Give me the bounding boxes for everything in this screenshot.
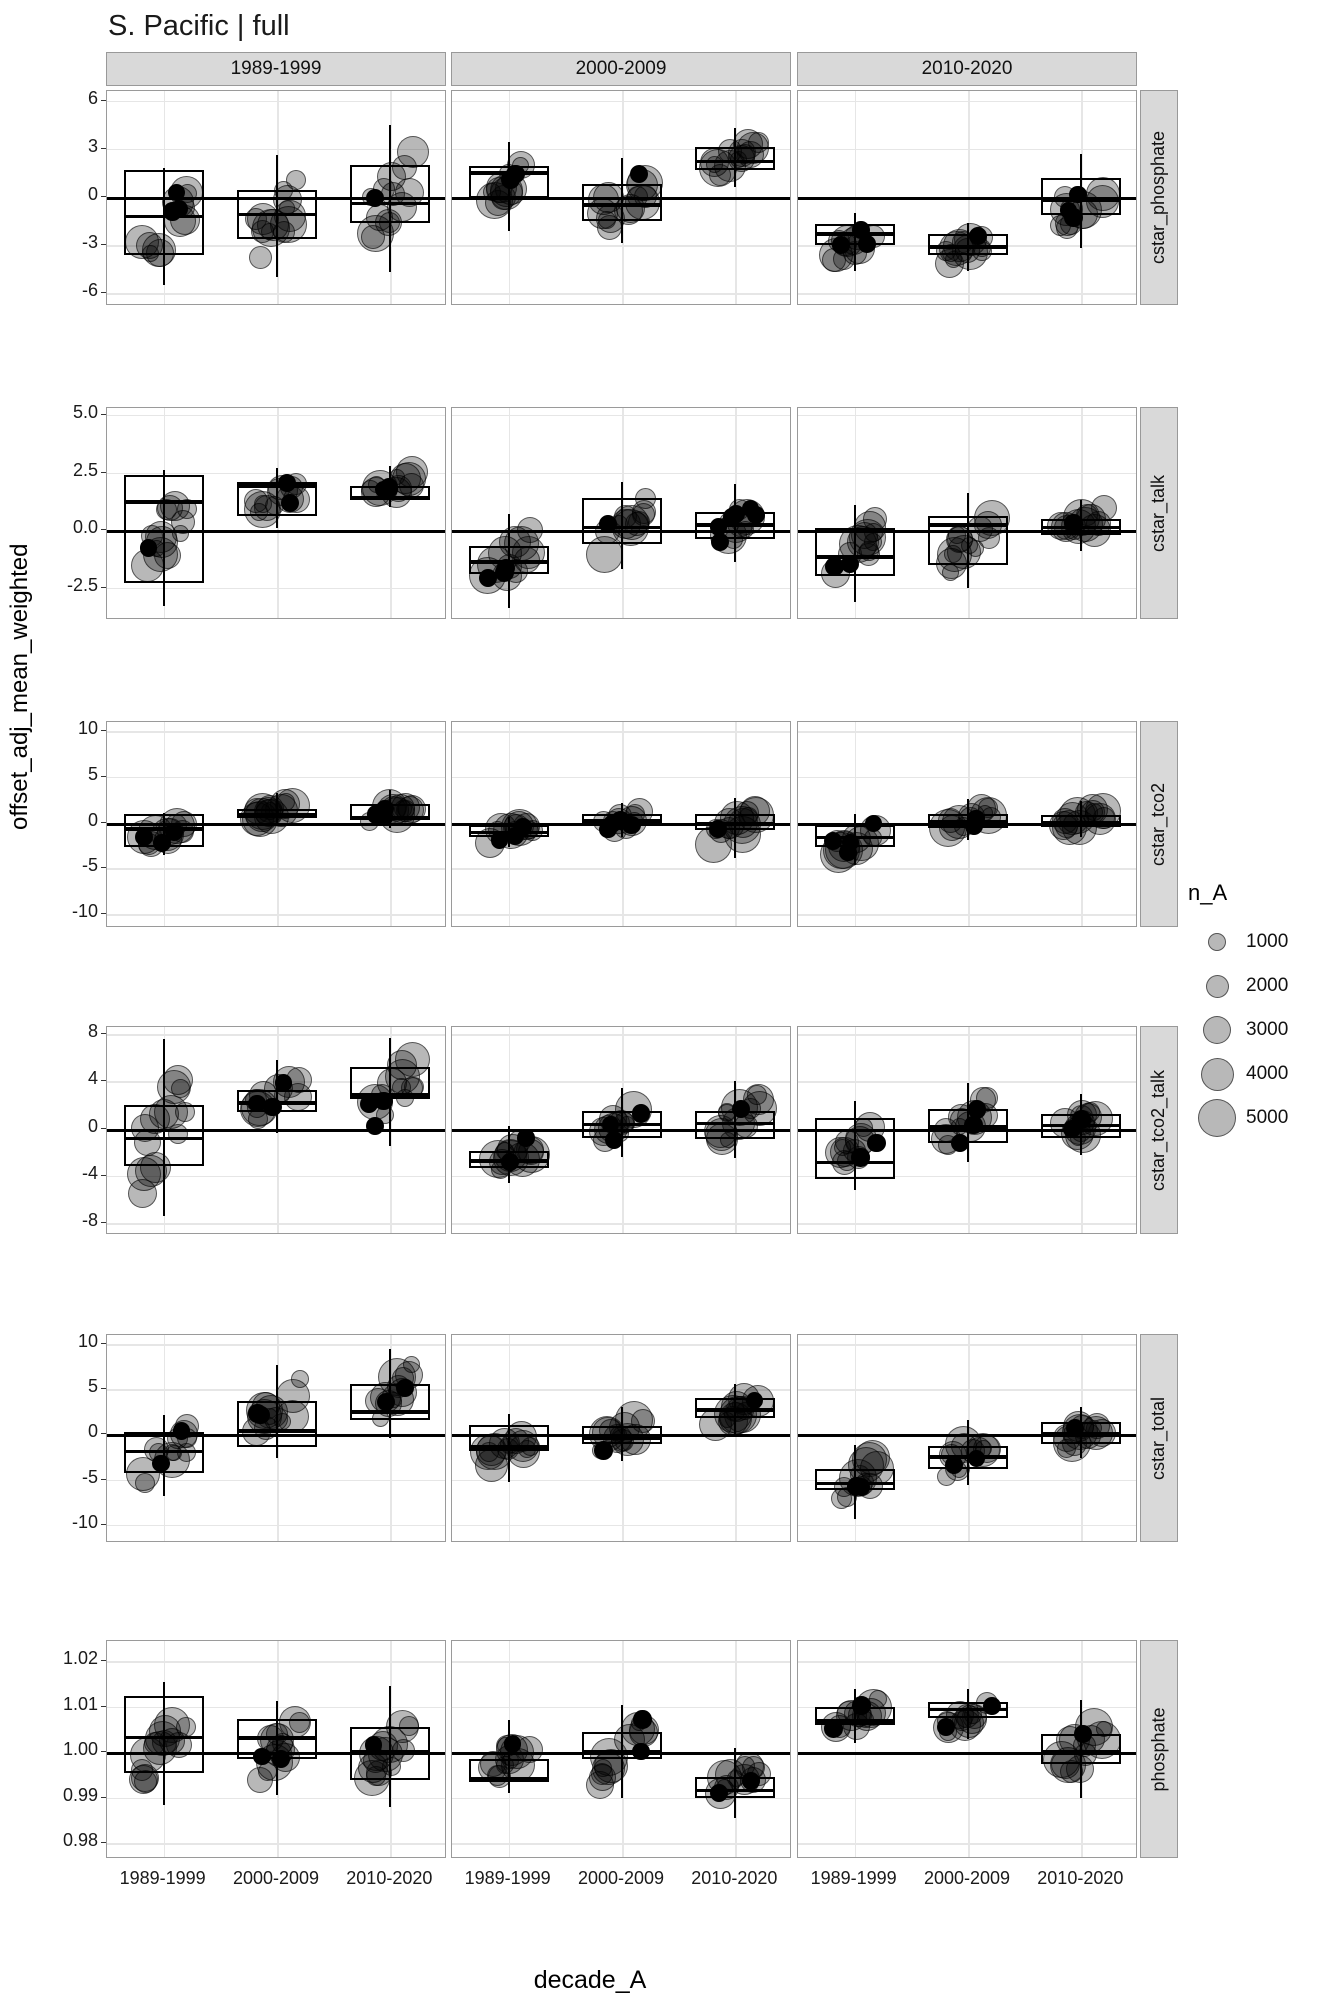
- grid-line: [798, 914, 1136, 916]
- data-point: [376, 1106, 394, 1124]
- grid-line: [107, 731, 445, 733]
- grid-line: [798, 777, 1136, 779]
- data-point: [247, 1767, 273, 1793]
- median-line: [695, 523, 775, 527]
- legend-label: 4000: [1246, 1063, 1289, 1084]
- legend-size-key: [1188, 975, 1246, 998]
- box: [695, 147, 775, 169]
- y-tick-label: 3: [87, 135, 98, 156]
- median-line: [815, 1719, 895, 1723]
- box: [124, 1105, 204, 1166]
- x-tick-label: 2010-2020: [1037, 1868, 1124, 1888]
- x-tick-label: 2010-2020: [691, 1868, 778, 1888]
- legend-size-key: [1188, 1099, 1246, 1137]
- x-tick-label: 1989-1999: [119, 1868, 206, 1888]
- grid-line: [107, 1843, 445, 1845]
- legend-item: [1188, 1052, 1338, 1096]
- median-line: [815, 1161, 895, 1165]
- grid-line: [107, 1223, 445, 1225]
- legend-item: [1188, 920, 1338, 964]
- median-line: [237, 813, 317, 817]
- median-line: [815, 232, 895, 236]
- median-line: [469, 1159, 549, 1163]
- grid-line: [452, 1798, 790, 1800]
- facet-col-header: 2010-2020: [797, 52, 1137, 86]
- grid-line: [107, 588, 445, 590]
- grid-line: [798, 1344, 1136, 1346]
- median-line: [1041, 199, 1121, 203]
- box: [124, 1696, 204, 1772]
- facet-panel: [106, 1640, 446, 1858]
- median-line: [350, 1410, 430, 1414]
- facet-row-header: [1140, 1026, 1178, 1234]
- grid-line: [798, 293, 1136, 295]
- grid-line: [107, 1344, 445, 1346]
- median-line: [582, 1123, 662, 1127]
- legend-size-key: [1188, 1058, 1246, 1091]
- grid-line: [798, 101, 1136, 103]
- facet-row-header: [1140, 90, 1178, 305]
- median-line: [237, 1101, 317, 1105]
- legend-dot: [1201, 1058, 1234, 1091]
- data-point: [976, 1087, 998, 1109]
- median-line: [582, 819, 662, 823]
- grid-line: [107, 868, 445, 870]
- facet-row-label: cstar_talk: [1148, 474, 1169, 552]
- legend-dot: [1203, 1016, 1231, 1044]
- box: [1041, 1734, 1121, 1764]
- grid-line: [107, 101, 445, 103]
- y-tick-label: 8: [87, 1021, 98, 1042]
- facet-panel: [797, 1640, 1137, 1858]
- median-line: [124, 827, 204, 831]
- median-line: [928, 1455, 1008, 1459]
- facet-panel: [797, 90, 1137, 305]
- facet-panel: [451, 721, 791, 927]
- legend-size-key: [1188, 933, 1246, 951]
- facet-panel: [451, 1334, 791, 1542]
- median-line: [695, 1122, 775, 1126]
- facet-row-header: [1140, 407, 1178, 619]
- grid-line: [452, 101, 790, 103]
- grid-line: [452, 1081, 790, 1083]
- y-tick-label: 1.00: [62, 1739, 98, 1760]
- grid-line: [452, 1480, 790, 1482]
- facet-panel: [797, 407, 1137, 619]
- grid-line: [107, 777, 445, 779]
- median-line: [469, 831, 549, 835]
- box: [815, 528, 895, 576]
- median-line: [695, 1789, 775, 1793]
- median-line: [1041, 526, 1121, 530]
- facet-row-label: cstar_total: [1148, 1396, 1169, 1480]
- grid-line: [452, 245, 790, 247]
- facet-panel: [451, 1026, 791, 1234]
- y-tick-label: 1.01: [62, 1693, 98, 1714]
- box: [815, 1118, 895, 1179]
- grid-line: [798, 588, 1136, 590]
- grid-line: [452, 1525, 790, 1527]
- median-line: [928, 523, 1008, 527]
- box: [237, 1401, 317, 1447]
- facet-panel: [451, 1640, 791, 1858]
- legend-size-key: [1188, 1016, 1246, 1044]
- facet-panel: [106, 721, 446, 927]
- x-tick-label: 2010-2020: [346, 1868, 433, 1888]
- y-tick-label: 5: [87, 763, 98, 784]
- y-tick-label: 0: [87, 809, 98, 830]
- facet-panel: [451, 407, 791, 619]
- y-tick-label: 1.02: [62, 1648, 98, 1669]
- grid-line: [798, 731, 1136, 733]
- grid-line: [107, 1034, 445, 1036]
- grid-line: [798, 1843, 1136, 1845]
- facet-row-header: [1140, 1640, 1178, 1858]
- grid-line: [798, 1525, 1136, 1527]
- median-line: [124, 1736, 204, 1740]
- facet-col-header: 2000-2009: [451, 52, 791, 86]
- legend-item: [1188, 1096, 1338, 1140]
- facet-col-header: 1989-1999: [106, 52, 446, 86]
- grid-line: [452, 1034, 790, 1036]
- x-tick-label: 2000-2009: [923, 1868, 1011, 1888]
- median-line: [350, 1093, 430, 1097]
- median-line: [469, 171, 549, 175]
- grid-line: [107, 1798, 445, 1800]
- median-line: [469, 1777, 549, 1781]
- grid-line: [452, 868, 790, 870]
- grid-line: [107, 293, 445, 295]
- legend-label: 3000: [1246, 1019, 1289, 1040]
- y-tick-label: 5.0: [72, 401, 98, 422]
- legend-title: n_A: [1188, 880, 1228, 905]
- median-line: [124, 500, 204, 504]
- y-tick-label: 0: [87, 183, 98, 204]
- box: [124, 170, 204, 255]
- legend-item: [1188, 964, 1338, 1008]
- x-tick-label: 1989-1999: [810, 1868, 897, 1888]
- y-tick-label: 5: [87, 1376, 98, 1397]
- legend: [1188, 880, 1338, 1140]
- y-tick-label: -8: [81, 1210, 98, 1231]
- median-line: [1041, 1750, 1121, 1754]
- grid-line: [798, 1389, 1136, 1391]
- x-tick-label: 2000-2009: [577, 1868, 665, 1888]
- y-tick-label: 0: [87, 1115, 98, 1136]
- y-tick-label: -4: [81, 1162, 98, 1183]
- median-line: [469, 1445, 549, 1449]
- legend-label: 5000: [1246, 1107, 1289, 1128]
- box: [350, 1727, 430, 1780]
- median-line: [815, 836, 895, 840]
- median-line: [1041, 1432, 1121, 1436]
- facet-panel: [106, 1026, 446, 1234]
- data-point: [135, 1473, 155, 1493]
- median-line: [350, 1750, 430, 1754]
- data-point: [249, 246, 272, 269]
- median-line: [237, 484, 317, 488]
- grid-line: [798, 149, 1136, 151]
- box: [124, 814, 204, 847]
- facet-panel: [106, 407, 446, 619]
- y-tick-label: -6: [81, 280, 98, 301]
- facet-panel: [797, 721, 1137, 927]
- legend-item: [1188, 1008, 1338, 1052]
- median-line: [350, 202, 430, 206]
- grid-line: [452, 1223, 790, 1225]
- y-tick-label: -5: [81, 855, 98, 876]
- box: [582, 498, 662, 544]
- median-line: [582, 203, 662, 207]
- median-line: [582, 1436, 662, 1440]
- legend-dot: [1208, 933, 1226, 951]
- grid-line: [735, 1335, 737, 1541]
- grid-line: [452, 1661, 790, 1663]
- facet-panel: [106, 90, 446, 305]
- median-line: [695, 822, 775, 826]
- facet-panel: [451, 90, 791, 305]
- legend-dot: [1206, 975, 1229, 998]
- x-tick-label: 2000-2009: [232, 1868, 320, 1888]
- grid-line: [798, 473, 1136, 475]
- y-tick-label: -5: [81, 1466, 98, 1487]
- median-line: [815, 1482, 895, 1486]
- median-line: [928, 820, 1008, 824]
- median-line: [124, 1137, 204, 1141]
- box: [815, 1469, 895, 1490]
- median-line: [237, 1736, 317, 1740]
- facet-row-header: [1140, 721, 1178, 927]
- y-tick-label: -2.5: [66, 574, 98, 595]
- grid-line: [452, 473, 790, 475]
- median-line: [582, 1750, 662, 1754]
- median-line: [124, 1450, 204, 1454]
- legend-entries: [1188, 920, 1338, 1140]
- median-line: [928, 1708, 1008, 1712]
- legend-label: 2000: [1246, 975, 1289, 996]
- y-tick-label: 0.98: [62, 1830, 98, 1851]
- median-line: [1041, 1124, 1121, 1128]
- grid-line: [798, 1223, 1136, 1225]
- page-title: S. Pacific | full: [108, 10, 290, 42]
- box: [695, 1111, 775, 1139]
- data-point: [157, 1070, 191, 1104]
- y-tick-label: 10: [77, 1331, 98, 1352]
- box: [582, 1426, 662, 1443]
- facet-panel: [106, 1334, 446, 1542]
- grid-line: [452, 914, 790, 916]
- median-line: [815, 555, 895, 559]
- data-point: [397, 136, 429, 168]
- facet-row-label: cstar_tco2_talk: [1148, 1069, 1169, 1191]
- grid-line: [107, 415, 445, 417]
- y-tick-label: 0: [87, 1421, 98, 1442]
- box: [582, 1732, 662, 1759]
- y-tick-label: 6: [87, 87, 98, 108]
- median-line: [237, 213, 317, 217]
- median-line: [928, 1125, 1008, 1129]
- median-line: [469, 560, 549, 564]
- box: [350, 165, 430, 223]
- facet-row-label: cstar_tco2: [1148, 782, 1169, 866]
- box: [695, 1777, 775, 1797]
- grid-line: [452, 731, 790, 733]
- facet-row-label: phosphate: [1148, 1706, 1169, 1792]
- median-line: [124, 215, 204, 219]
- median-line: [695, 1408, 775, 1412]
- median-line: [928, 245, 1008, 249]
- grid-line: [107, 1525, 445, 1527]
- grid-line: [107, 1661, 445, 1663]
- grid-line: [798, 415, 1136, 417]
- facet-row-header: [1140, 1334, 1178, 1542]
- y-tick-label: 0.99: [62, 1784, 98, 1805]
- facet-row-label: cstar_phosphate: [1148, 130, 1169, 265]
- grid-line: [107, 149, 445, 151]
- legend-label: 1000: [1246, 931, 1289, 952]
- grid-line: [452, 293, 790, 295]
- y-tick-label: 0.0: [72, 517, 98, 538]
- data-point: [633, 1710, 651, 1728]
- grid-line: [798, 1661, 1136, 1663]
- y-axis-label: offset_adj_mean_weighted: [6, 543, 33, 830]
- grid-line: [452, 415, 790, 417]
- facet-panel: [797, 1026, 1137, 1234]
- data-point: [134, 1770, 157, 1793]
- box: [124, 475, 204, 583]
- x-tick-label: 1989-1999: [464, 1868, 551, 1888]
- y-tick-label: -10: [71, 901, 98, 922]
- median-line: [237, 1429, 317, 1433]
- grid-line: [798, 1798, 1136, 1800]
- grid-line: [452, 1344, 790, 1346]
- y-tick-label: 10: [77, 718, 98, 739]
- box: [350, 1384, 430, 1420]
- x-axis-label: decade_A: [533, 1966, 647, 1994]
- median-line: [350, 496, 430, 500]
- box: [1041, 178, 1121, 215]
- data-point: [695, 826, 732, 863]
- grid-line: [855, 1641, 857, 1857]
- median-line: [1041, 821, 1121, 825]
- data-point: [128, 1179, 157, 1208]
- y-tick-label: -10: [71, 1511, 98, 1532]
- y-tick-label: 4: [87, 1068, 98, 1089]
- median-line: [695, 160, 775, 164]
- median-line: [350, 816, 430, 820]
- grid-line: [968, 1641, 970, 1857]
- y-tick-label: 2.5: [72, 459, 98, 480]
- grid-line: [798, 1034, 1136, 1036]
- y-tick-label: -3: [81, 232, 98, 253]
- legend-dot: [1198, 1099, 1236, 1137]
- data-point: [942, 564, 959, 581]
- grid-line: [390, 408, 392, 618]
- median-line: [582, 526, 662, 530]
- grid-line: [452, 1843, 790, 1845]
- grid-line: [452, 777, 790, 779]
- facet-panel: [797, 1334, 1137, 1542]
- grid-line: [107, 914, 445, 916]
